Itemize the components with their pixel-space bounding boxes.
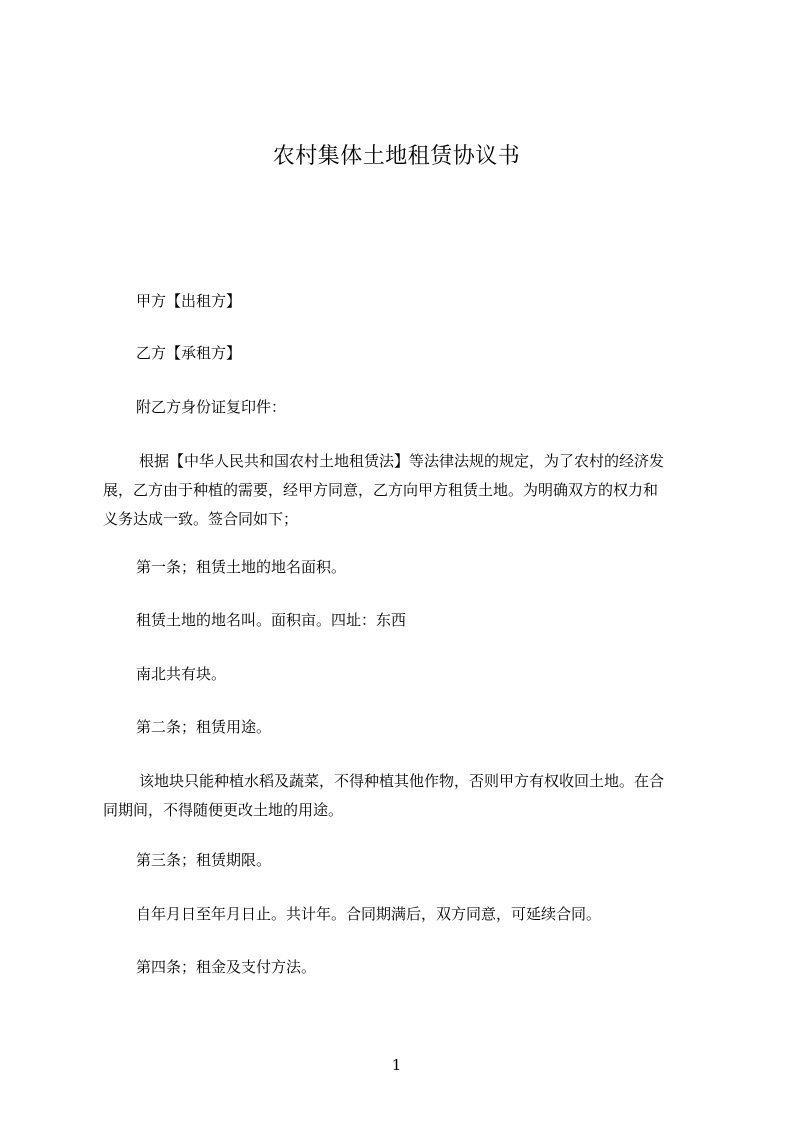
article-1-line-2: 南北共有块。 xyxy=(136,665,227,683)
preamble-paragraph xyxy=(103,447,703,534)
article-2-paragraph xyxy=(103,767,703,825)
article-2-heading: 第二条；租赁用途。 xyxy=(136,718,272,736)
party-b-line: 乙方【承租方】 xyxy=(136,344,242,362)
preamble-line-1: 根据【中华人民共和国农村土地租赁法】等法律法规的规定，为了农村的经济发 xyxy=(139,452,665,470)
article-1-line-1: 租赁土地的地名叫。面积亩。四址：东西 xyxy=(136,611,407,629)
attachment-line: 附乙方身份证复印件： xyxy=(136,398,287,416)
preamble-line-2: 展，乙方由于种植的需要，经甲方同意，乙方向甲方租赁土地。为明确双方的权力和 xyxy=(103,481,659,499)
article-3-line-1: 自年月日至年月日止。共计年。合同期满后，双方同意，可延续合同。 xyxy=(136,905,602,923)
document-title: 农村集体土地租赁协议书 xyxy=(272,144,521,169)
article-1-heading: 第一条；租赁土地的地名面积。 xyxy=(136,558,347,576)
preamble-line-3: 义务达成一致。签合同如下； xyxy=(103,510,299,528)
party-a-line: 甲方【出租方】 xyxy=(136,292,242,310)
article-3-heading: 第三条；租赁期限。 xyxy=(136,851,272,869)
article-2-line-1: 该地块只能种植水稻及蔬菜，不得种植其他作物，否则甲方有权收回土地。在合 xyxy=(139,772,665,790)
article-2-line-2: 同期间，不得随便更改土地的用途。 xyxy=(103,801,344,819)
article-4-heading: 第四条；租金及支付方法。 xyxy=(136,958,317,976)
page-number: 1 xyxy=(391,1056,402,1074)
